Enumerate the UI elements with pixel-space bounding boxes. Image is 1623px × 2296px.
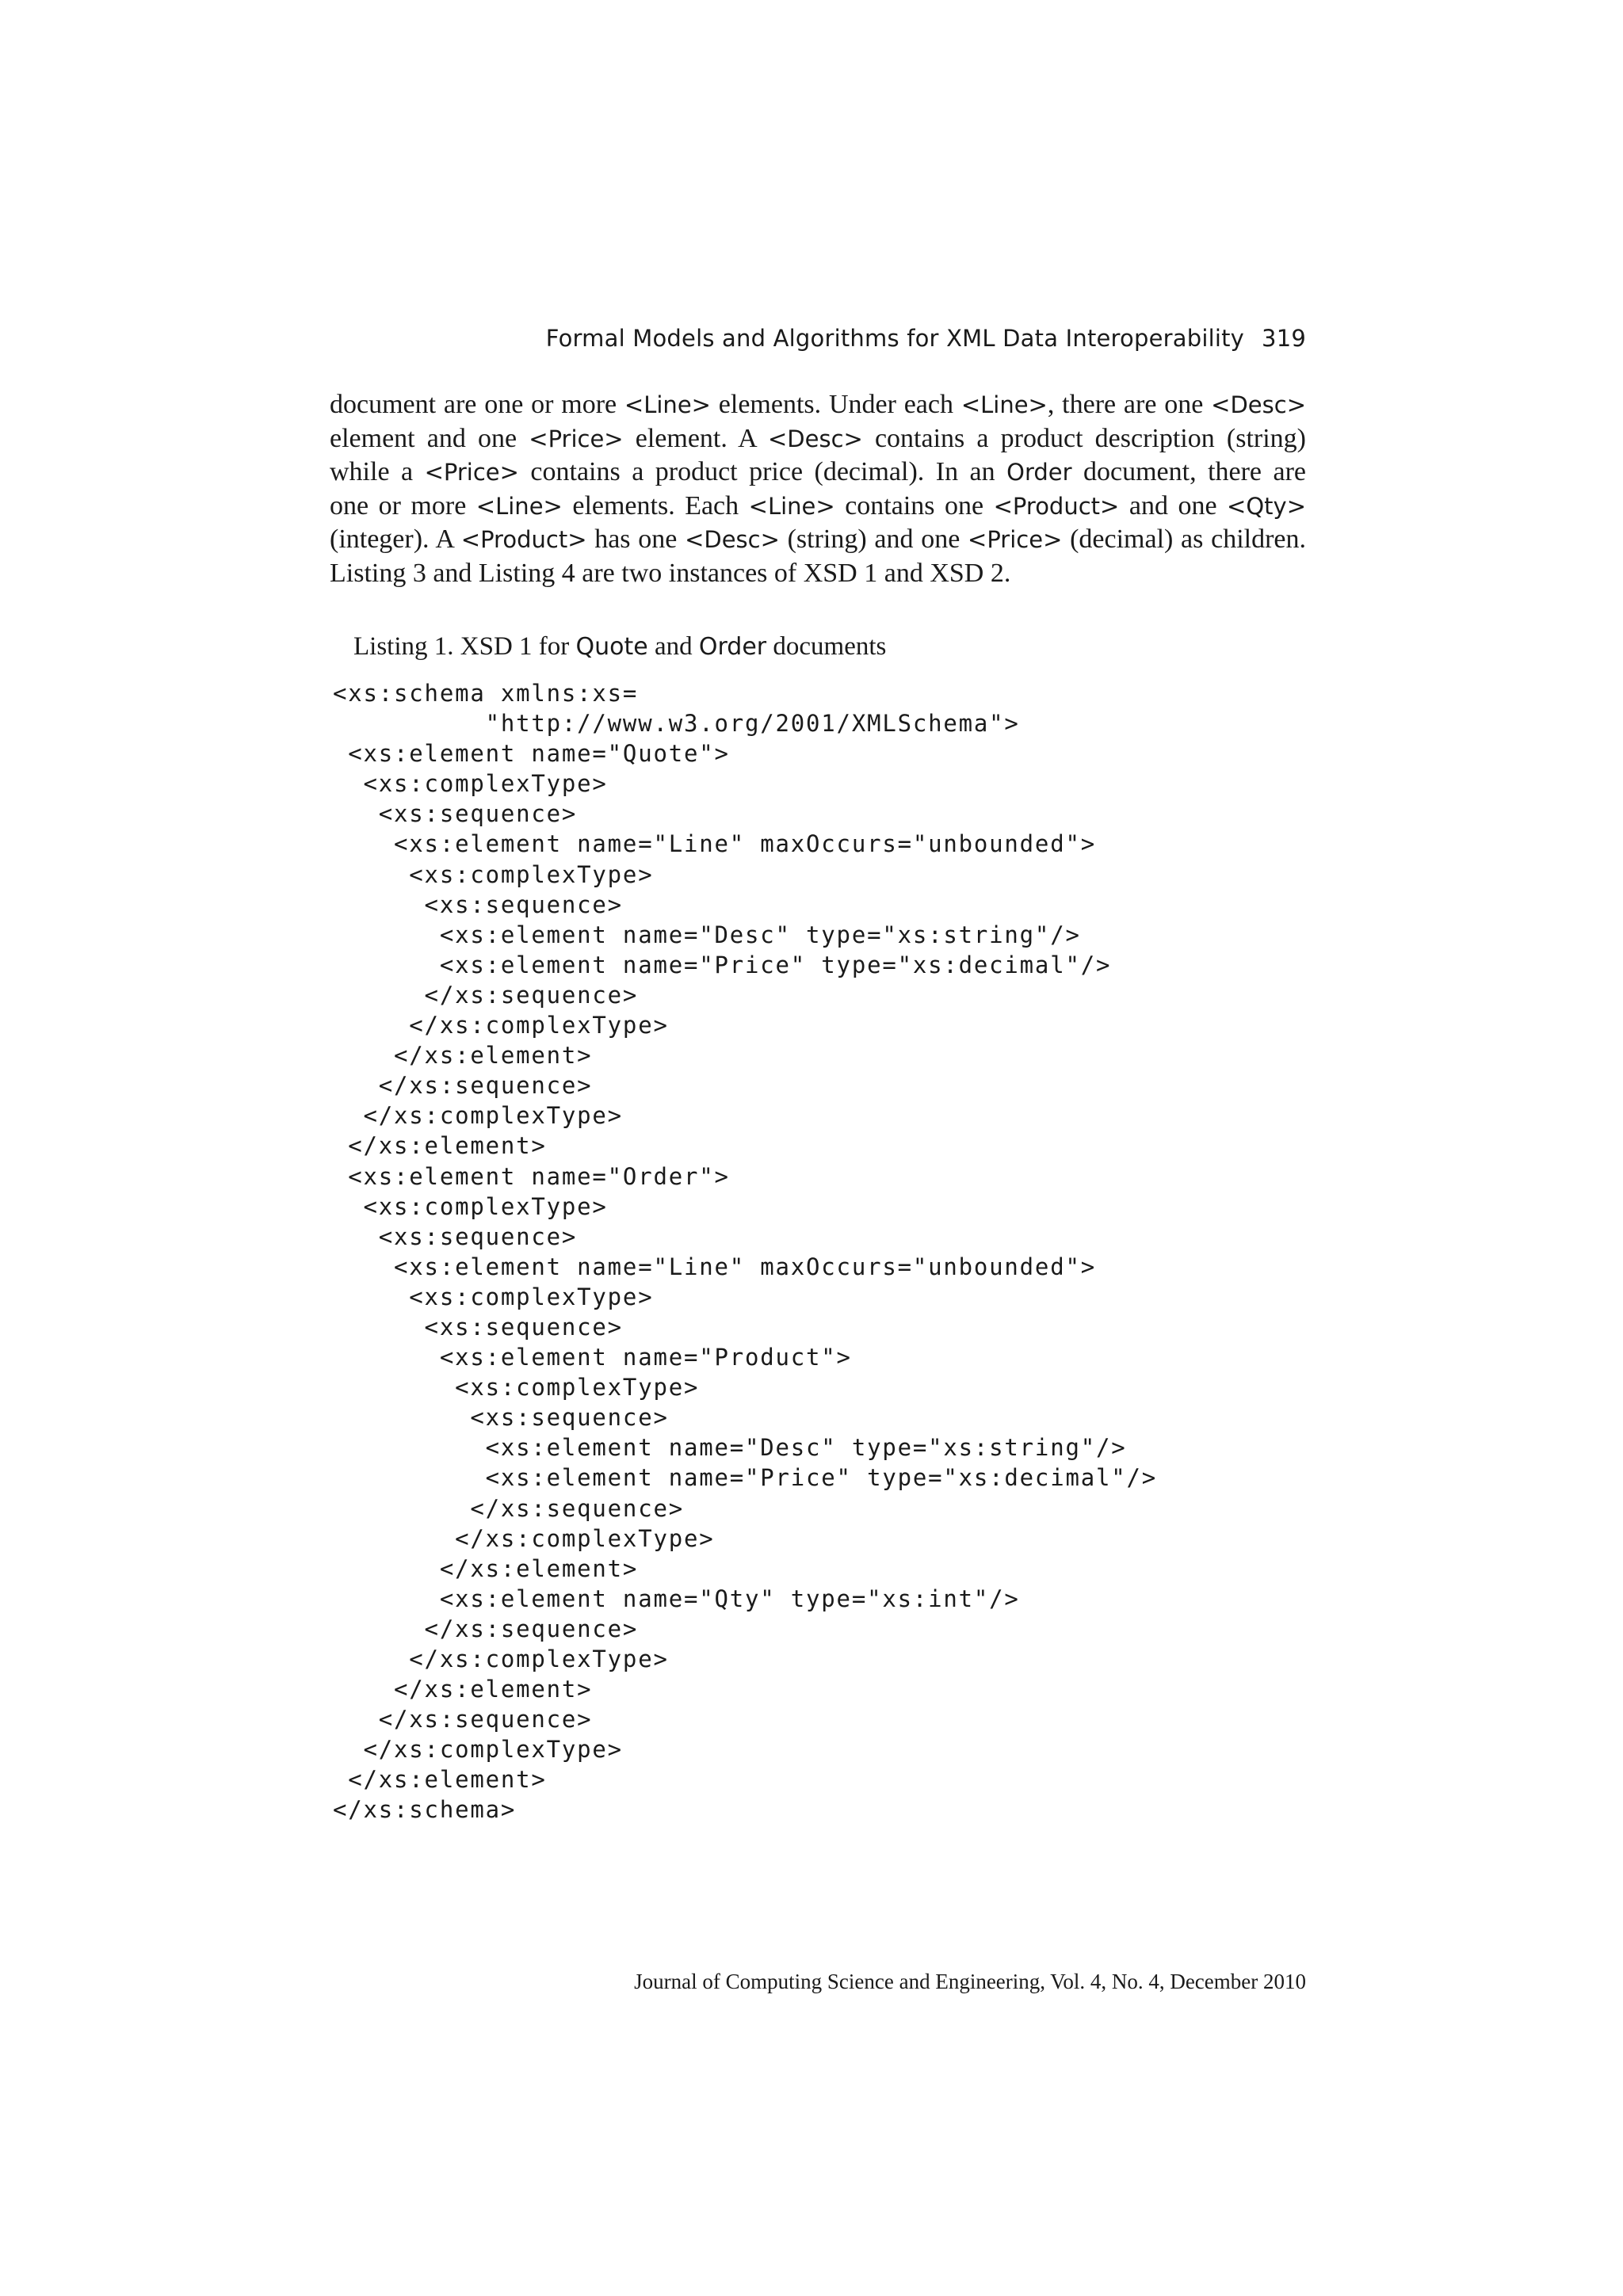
- paragraph-text: elements. Under each: [710, 390, 961, 419]
- code-line: <xs:element name="Price" type="xs:decimal"/>: [333, 951, 1112, 978]
- paragraph-text: document, there are: [1071, 457, 1307, 486]
- code-line: <xs:sequence>: [333, 1313, 623, 1341]
- paragraph-line: [330, 557, 1306, 591]
- code-line: <xs:element name="Product">: [333, 1344, 852, 1371]
- inline-code-term: <Qty>: [1227, 492, 1307, 520]
- inline-code-term: Order: [1006, 459, 1072, 486]
- paragraph-text: one or more: [330, 490, 476, 521]
- inline-code-term: <Line>: [624, 391, 711, 418]
- paragraph-line: [330, 456, 1306, 490]
- paragraph-line: [330, 388, 1306, 422]
- code-line: </xs:element>: [333, 1676, 593, 1703]
- paragraph-text: element. A: [623, 423, 768, 453]
- paragraph-text: Listing 3 and Listing 4 are two instances of XSD 1 and XSD 2.: [330, 558, 1011, 588]
- code-line: <xs:element name="Line" maxOccurs="unbounded">: [333, 830, 1096, 858]
- inline-code-term: <Desc>: [685, 526, 780, 553]
- paragraph-text: contains a product description (string): [862, 423, 1307, 453]
- paragraph-line: [330, 422, 1306, 456]
- inline-code-term: <Line>: [475, 492, 563, 520]
- code-line: <xs:sequence>: [333, 1222, 578, 1250]
- code-line: <xs:complexType>: [333, 860, 654, 888]
- inline-code-term: <Price>: [529, 425, 624, 452]
- code-line: <xs:complexType>: [333, 770, 608, 798]
- paragraph-text: contains one: [834, 490, 994, 521]
- code-line: <xs:sequence>: [333, 891, 623, 918]
- inline-code-term: <Line>: [748, 492, 835, 520]
- code-line: </xs:element>: [333, 1132, 547, 1160]
- code-line: <xs:element name="Desc" type="xs:string"/>: [333, 1434, 1127, 1462]
- listing-caption-suffix: documents: [766, 632, 887, 661]
- page-number: 319: [1262, 325, 1306, 352]
- paragraph-text: (string) and one: [779, 524, 968, 554]
- paragraph-text: and one: [1119, 490, 1228, 521]
- code-line: </xs:element>: [333, 1042, 593, 1070]
- code-line: </xs:element>: [333, 1554, 639, 1582]
- code-line: </xs:sequence>: [333, 1706, 593, 1733]
- body-paragraph: [330, 388, 1306, 590]
- running-header: [330, 325, 1306, 352]
- inline-code-term: <Desc>: [1211, 391, 1306, 418]
- paragraph-text: , there are one: [1047, 390, 1212, 419]
- inline-code-term: <Product>: [460, 526, 587, 553]
- listing-caption-and: and: [647, 632, 699, 661]
- inline-code-term: <Price>: [424, 459, 519, 486]
- code-line: <xs:complexType>: [333, 1374, 700, 1402]
- inline-code-term: <Line>: [960, 391, 1048, 418]
- code-line: <xs:complexType>: [333, 1192, 608, 1220]
- code-line: <xs:element name="Line" maxOccurs="unbounded">: [333, 1253, 1096, 1280]
- paragraph-line: [330, 490, 1306, 524]
- code-line: </xs:schema>: [333, 1796, 517, 1824]
- code-line: <xs:element name="Quote">: [333, 740, 730, 768]
- code-line: <xs:element name="Order">: [333, 1162, 730, 1190]
- paragraph-text: document are one or more: [330, 390, 624, 419]
- code-line: </xs:sequence>: [333, 1072, 593, 1100]
- code-line: </xs:complexType>: [333, 1012, 669, 1039]
- code-line: </xs:sequence>: [333, 981, 639, 1009]
- inline-code-term: <Price>: [968, 526, 1063, 553]
- paragraph-text: contains a product price (decimal). In an: [518, 457, 1007, 486]
- code-line: <xs:complexType>: [333, 1283, 654, 1310]
- code-listing: [333, 678, 1157, 1825]
- inline-code-term: <Product>: [993, 492, 1120, 520]
- code-line: </xs:sequence>: [333, 1615, 639, 1642]
- code-line: </xs:complexType>: [333, 1524, 715, 1552]
- paragraph-text: while a: [330, 457, 425, 486]
- listing-caption-order: Order: [698, 633, 767, 661]
- inline-code-term: <Desc>: [767, 425, 863, 452]
- code-line: <xs:sequence>: [333, 1404, 669, 1432]
- paragraph-text: elements. Each: [562, 490, 749, 521]
- paragraph-text: has one: [586, 524, 685, 554]
- code-line: </xs:sequence>: [333, 1494, 684, 1522]
- paragraph-text: (integer). A: [330, 524, 461, 554]
- code-line: </xs:complexType>: [333, 1736, 623, 1764]
- footer-citation: Journal of Computing Science and Engineering, Vol. 4, No. 4, December 2010: [634, 1970, 1306, 1993]
- paragraph-text: element and one: [330, 423, 529, 453]
- code-line: <xs:element name="Desc" type="xs:string"/>: [333, 921, 1081, 948]
- code-line: <xs:element name="Qty" type="xs:int"/>: [333, 1585, 1020, 1612]
- code-line: </xs:element>: [333, 1766, 547, 1794]
- listing-caption: [353, 632, 886, 662]
- listing-caption-prefix: Listing 1. XSD 1 for: [353, 632, 576, 661]
- code-line: <xs:schema xmlns:xs=: [333, 680, 639, 707]
- code-line: "http://www.w3.org/2001/XMLSchema">: [333, 710, 1020, 738]
- code-line: </xs:complexType>: [333, 1646, 669, 1672]
- paragraph-line: [330, 523, 1306, 557]
- paragraph-text: (decimal) as children.: [1062, 524, 1306, 554]
- listing-caption-quote: Quote: [575, 633, 648, 661]
- code-line: </xs:complexType>: [333, 1102, 623, 1130]
- code-line: <xs:sequence>: [333, 800, 578, 828]
- running-header-title: Formal Models and Algorithms for XML Data Interoperability: [545, 325, 1245, 352]
- code-line: <xs:element name="Price" type="xs:decimal"/>: [333, 1464, 1158, 1492]
